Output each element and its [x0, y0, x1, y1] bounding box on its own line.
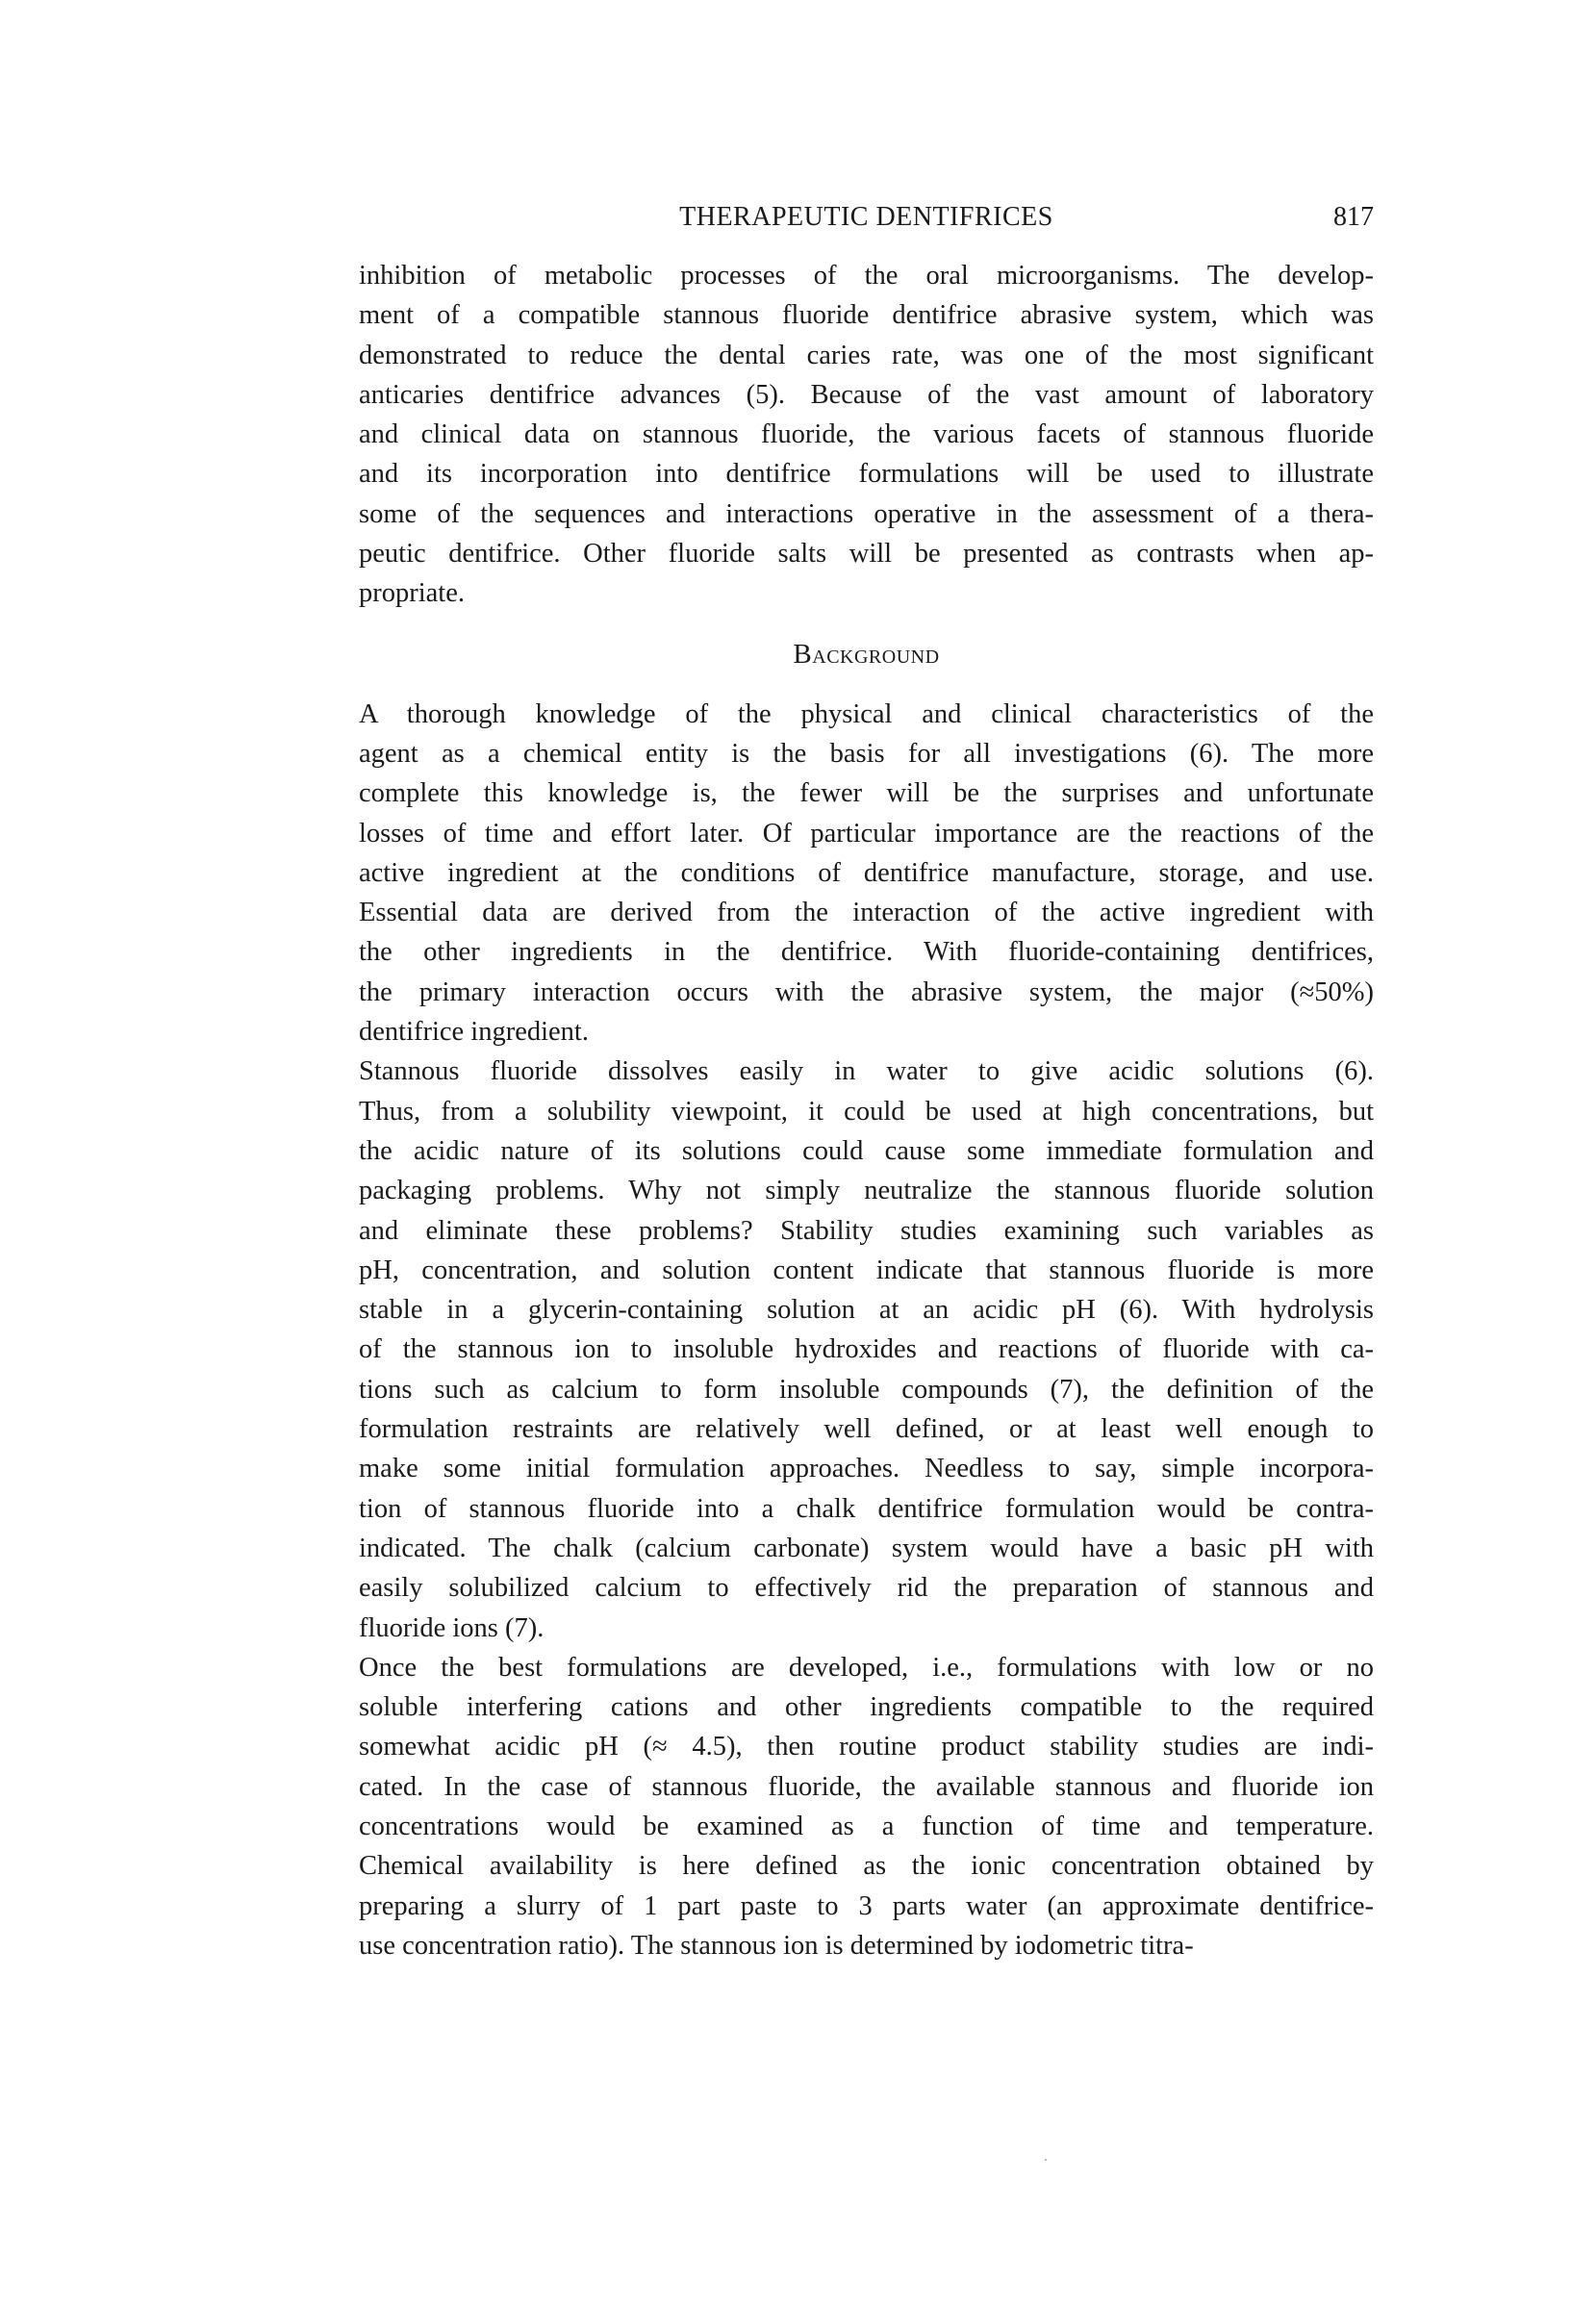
- text-line: packaging problems. Why not simply neutralize the stannous fluoride solution: [359, 1176, 1374, 1206]
- text-line: cated. In the case of stannous fluoride, the available stannous and fluoride ion: [359, 1771, 1374, 1802]
- text-line: Thus, from a solubility viewpoint, it could be used at high concentrations, but: [359, 1096, 1374, 1127]
- text-line: somewhat acidic pH (≈ 4.5), then routine product stability studies are indi-: [359, 1732, 1374, 1762]
- text-line: ment of a compatible stannous fluoride dentifrice abrasive system, which was: [359, 300, 1374, 331]
- text-line: concentrations would be examined as a function of time and temperature.: [359, 1811, 1374, 1841]
- text-line: pH, concentration, and solution content indicate that stannous fluoride is more: [359, 1255, 1374, 1285]
- text-line: stable in a glycerin-containing solution at an acidic pH (6). With hydrolysis: [359, 1295, 1374, 1326]
- text-line: A thorough knowledge of the physical and clinical characteristics of the: [359, 698, 1374, 729]
- text-line: make some initial formulation approaches. Needless to say, simple incorpora-: [359, 1454, 1374, 1484]
- paragraph: [359, 1052, 1374, 1647]
- text-line: Chemical availability is here defined as the ionic concentration obtained by: [359, 1851, 1374, 1882]
- text-line: easily solubilized calcium to effectively rid the preparation of stannous and: [359, 1573, 1374, 1604]
- text-line: use concentration ratio). The stannous ion is determined by iodometric titra-: [359, 1930, 1194, 1961]
- text-line: anticaries dentifrice advances (5). Because of the vast amount of laboratory: [359, 379, 1374, 410]
- text-line: propriate.: [359, 578, 465, 609]
- text-line: preparing a slurry of 1 part paste to 3 parts water (an approximate dentifrice-: [359, 1890, 1374, 1921]
- text-line: soluble interfering cations and other ingredients compatible to the required: [359, 1692, 1374, 1723]
- text-line: formulation restraints are relatively well defined, or at least well enough to: [359, 1414, 1374, 1445]
- text-line: some of the sequences and interactions operative in the assessment of a thera-: [359, 498, 1374, 529]
- text-line: complete this knowledge is, the fewer will be the surprises and unfortunate: [359, 778, 1374, 809]
- text-line: and eliminate these problems? Stability studies examining such variables as: [359, 1215, 1374, 1246]
- paragraph: [359, 695, 1374, 1052]
- body-text: [359, 256, 1374, 1965]
- text-line: Essential data are derived from the interaction of the active ingredient with: [359, 898, 1374, 928]
- text-line: demonstrated to reduce the dental caries rate, was one of the most significant: [359, 340, 1374, 370]
- text-line: active ingredient at the conditions of dentifrice manufacture, storage, and use.: [359, 857, 1374, 888]
- text-line: agent as a chemical entity is the basis for all investigations (6). The more: [359, 738, 1374, 769]
- text-line: Once the best formulations are developed, i.e., formulations with low or no: [359, 1652, 1374, 1683]
- text-line: the acidic nature of its solutions could cause some immediate formulation and: [359, 1135, 1374, 1166]
- page-number: 817: [1333, 202, 1374, 232]
- text-line: and clinical data on stannous fluoride, the various facets of stannous fluoride: [359, 419, 1374, 450]
- text-line: tions such as calcium to form insoluble compounds (7), the definition of the: [359, 1374, 1374, 1405]
- text-line: inhibition of metabolic processes of the oral microorganisms. The develop-: [359, 261, 1374, 291]
- section-heading: Background: [793, 638, 940, 670]
- text-line: indicated. The chalk (calcium carbonate) system would have a basic pH with: [359, 1533, 1374, 1563]
- text-line: the other ingredients in the dentifrice. With fluoride-containing dentifrices,: [359, 937, 1374, 968]
- text-line: fluoride ions (7).: [359, 1612, 545, 1643]
- text-line: tion of stannous fluoride into a chalk dentifrice formulation would be contra-: [359, 1493, 1374, 1524]
- scan-speck: [1045, 2159, 1047, 2161]
- running-head: [359, 196, 1374, 239]
- text-line: losses of time and effort later. Of particular importance are the reactions of the: [359, 818, 1374, 849]
- paragraph: [359, 1648, 1374, 1965]
- text-line: peutic dentifrice. Other fluoride salts will be presented as contrasts when ap-: [359, 539, 1374, 570]
- paragraph: [359, 256, 1374, 614]
- running-title: THERAPEUTIC DENTIFRICES: [679, 202, 1053, 232]
- text-line: and its incorporation into dentifrice formulations will be used to illustrate: [359, 459, 1374, 490]
- text-line: dentifrice ingredient.: [359, 1017, 589, 1048]
- text-line: of the stannous ion to insoluble hydroxides and reactions of fluoride with ca-: [359, 1334, 1374, 1365]
- text-line: the primary interaction occurs with the abrasive system, the major (≈50%): [359, 976, 1374, 1007]
- text-line: Stannous fluoride dissolves easily in water to give acidic solutions (6).: [359, 1056, 1374, 1087]
